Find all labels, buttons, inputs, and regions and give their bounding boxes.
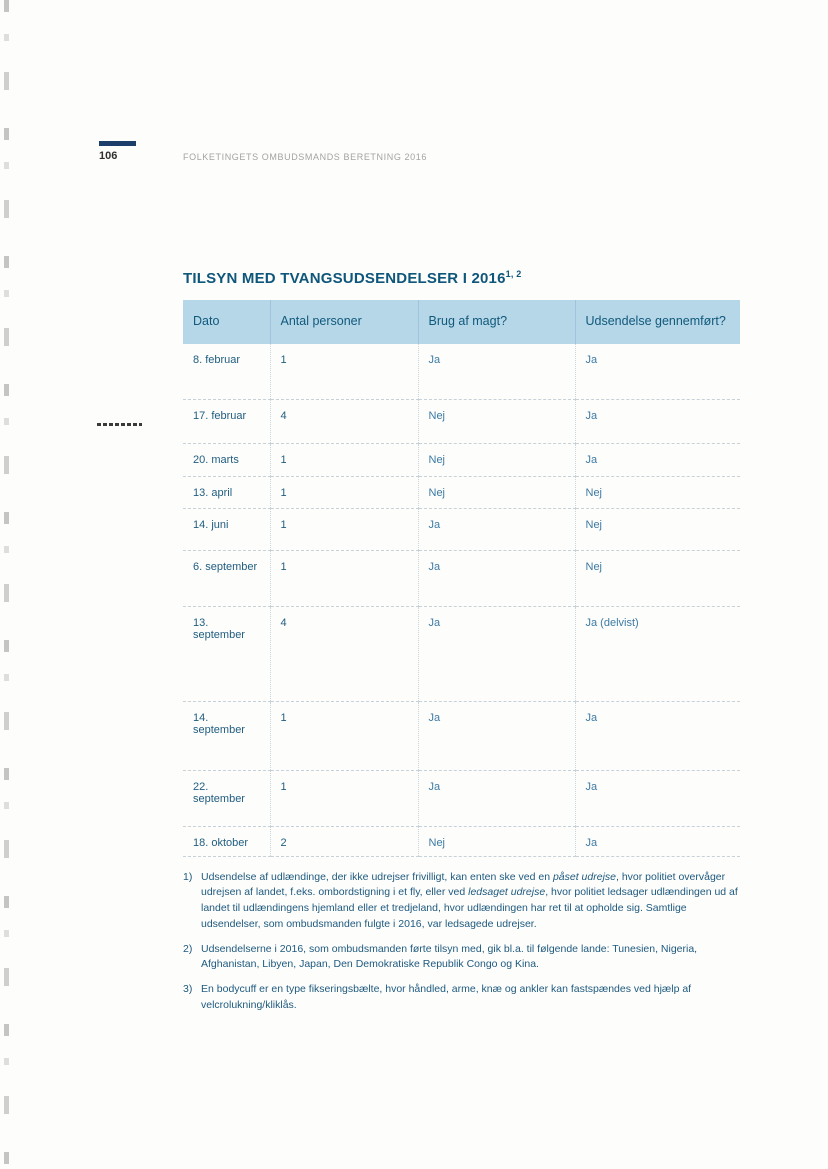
table-cell: Ja	[575, 826, 740, 856]
table-cell: Ja	[418, 606, 575, 701]
table-cell: Nej	[575, 476, 740, 508]
footnote-emphasis: påset udrejse	[552, 870, 616, 883]
table-cell: Nej	[418, 443, 575, 476]
table-cell: 17. februar	[183, 399, 270, 443]
table-cell: 20. marts	[183, 443, 270, 476]
column-header: Antal personer	[270, 300, 418, 344]
table-cell: Nej	[575, 508, 740, 550]
footnote	[183, 982, 740, 1014]
table-cell: Nej	[418, 476, 575, 508]
section-title	[183, 269, 740, 287]
column-header: Dato	[183, 300, 270, 344]
table-cell: Nej	[418, 826, 575, 856]
table-cell: 13. april	[183, 476, 270, 508]
table-cell: Nej	[418, 399, 575, 443]
table-cell: Ja	[575, 701, 740, 770]
table-cell: 1	[270, 770, 418, 826]
footnote	[183, 870, 740, 933]
footnote-emphasis: ledsaget udrejse	[468, 886, 546, 899]
table-cell: 4	[270, 399, 418, 443]
footnotes	[183, 870, 740, 1014]
table-cell: 14. september	[183, 701, 270, 770]
margin-rule	[97, 423, 142, 426]
footnote-text: Udsendelserne i 2016, som ombudsmanden førte tilsyn med, gik bl.a. til følgende lande: Tunesien, Nigeria, Afghanistan, Libyen, Japan, Den Demokratiske Republik Congo og Kina.	[201, 942, 698, 971]
running-header: FOLKETINGETS OMBUDSMANDS BERETNING 2016	[183, 152, 427, 162]
footnote-marker: 2)	[183, 942, 193, 955]
table-cell: 1	[270, 344, 418, 399]
table-row	[183, 344, 740, 399]
deportation-oversight-table	[183, 300, 740, 857]
footnote-text: Udsendelse af udlændinge, der ikke udrejser frivilligt, kan enten ske ved en påset udrejse, hvor politiet overvåger udrejsen af landet, f.eks. ombordstigning i et fly, eller ved ledsaget udrejse, hvor politiet ledsager udlændingen ud af landet til udlændingens hjemland eller et tredjeland, hvor udlændingen har ret til at opholde sig. Samtlige udsendelser, som ombudsmanden fulgte i 2016, var ledsagede udrejser.	[201, 870, 738, 930]
table-cell: Ja	[418, 344, 575, 399]
table-cell: 1	[270, 443, 418, 476]
table-cell: Ja	[418, 770, 575, 826]
table-row	[183, 476, 740, 508]
table-cell: 14. juni	[183, 508, 270, 550]
table-header-row	[183, 300, 740, 344]
table-cell: 1	[270, 508, 418, 550]
table-row	[183, 550, 740, 606]
table-cell: 18. oktober	[183, 826, 270, 856]
table-cell: Nej	[575, 550, 740, 606]
table-cell: 4	[270, 606, 418, 701]
table-cell: 1	[270, 476, 418, 508]
table-cell: 6. september	[183, 550, 270, 606]
table-row	[183, 399, 740, 443]
table-row	[183, 443, 740, 476]
page-number-bar	[99, 141, 136, 146]
table-cell: Ja	[418, 550, 575, 606]
page-number: 106	[99, 150, 118, 162]
table-body	[183, 344, 740, 856]
table-cell: 1	[270, 701, 418, 770]
table-cell: Ja	[575, 770, 740, 826]
column-header: Udsendelse gennemført?	[575, 300, 740, 344]
table-cell: Ja	[575, 344, 740, 399]
table-cell: Ja	[575, 399, 740, 443]
table-row	[183, 826, 740, 856]
table-cell: 22. september	[183, 770, 270, 826]
table-cell: Ja	[418, 701, 575, 770]
table-cell: 1	[270, 550, 418, 606]
scan-artifact-strip	[4, 0, 13, 1169]
table-row	[183, 508, 740, 550]
table-row	[183, 701, 740, 770]
footnote-marker: 1)	[183, 870, 193, 883]
table-row	[183, 606, 740, 701]
section-title-text: TILSYN MED TVANGSUDSENDELSER I 2016	[183, 270, 506, 287]
section-title-superscript: 1, 2	[505, 269, 522, 279]
footnote-text: En bodycuff er en type fikseringsbælte, hvor håndled, arme, knæ og ankler kan fastspændes ved hjælp af velcrolukning/kliklås.	[201, 983, 692, 1011]
footnote	[183, 942, 740, 974]
footnote-marker: 3)	[183, 983, 193, 995]
table-cell: Ja (delvist)	[575, 606, 740, 701]
table-cell: 13. september	[183, 606, 270, 701]
column-header: Brug af magt?	[418, 300, 575, 344]
table-cell: 8. februar	[183, 344, 270, 399]
table-cell: Ja	[575, 443, 740, 476]
table-cell: 2	[270, 826, 418, 856]
table-cell: Ja	[418, 508, 575, 550]
table-row	[183, 770, 740, 826]
page-content	[183, 269, 740, 1023]
